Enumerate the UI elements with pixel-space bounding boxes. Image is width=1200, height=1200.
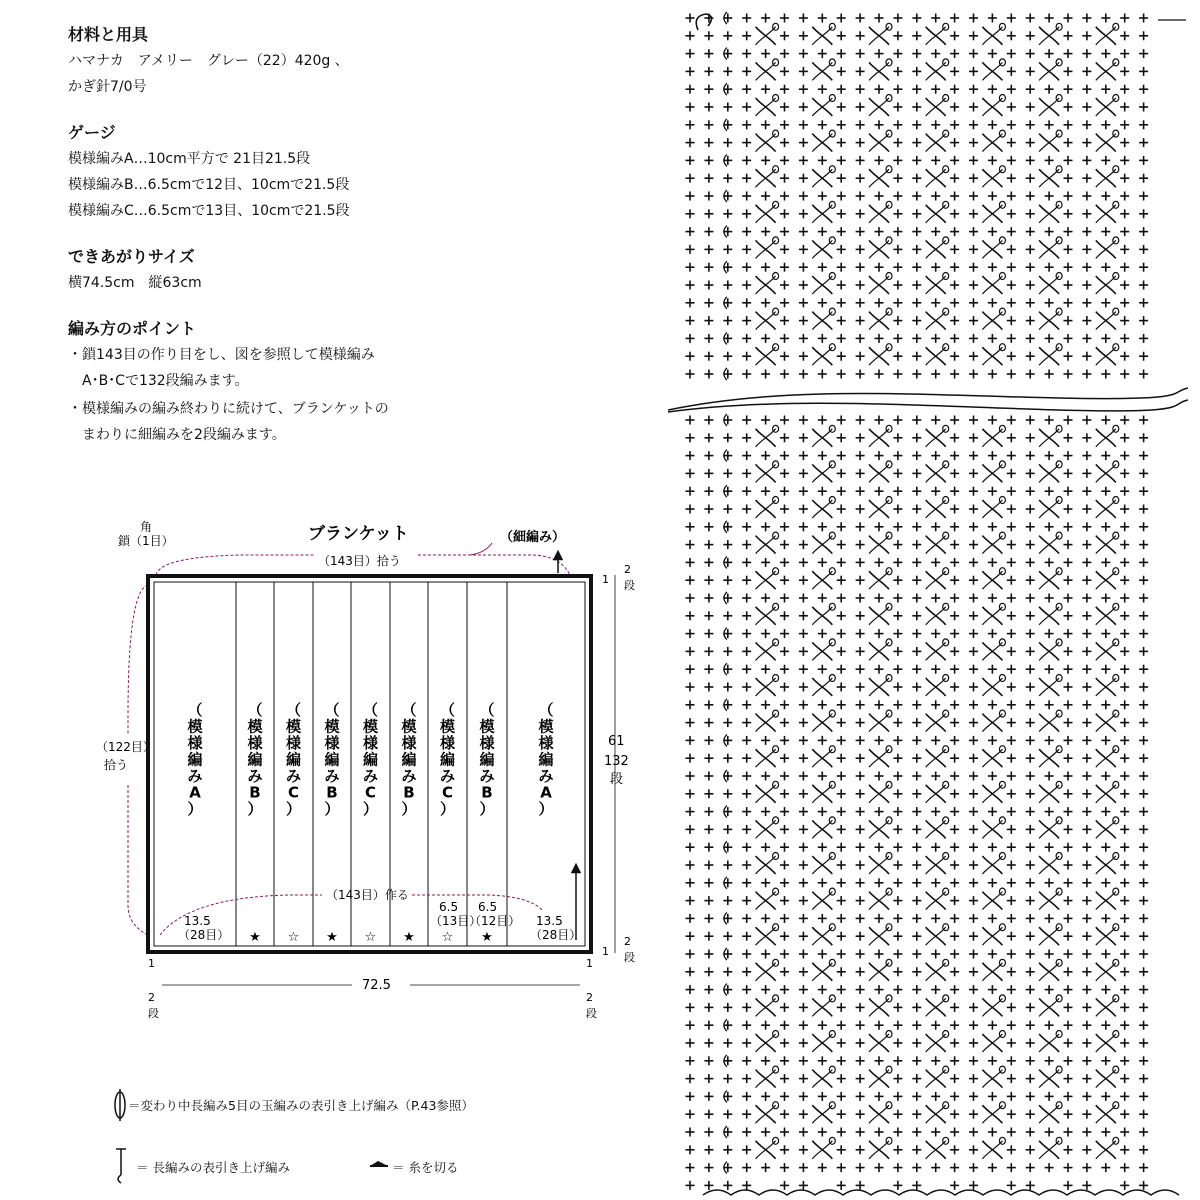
chart-puff [999, 995, 1005, 1002]
points-line: A･B･Cで132段編みます。 [68, 373, 249, 389]
chart-puff [1113, 95, 1119, 102]
chart-puff [999, 497, 1005, 504]
chart-puff [1113, 817, 1119, 824]
chart-puff [1113, 639, 1119, 646]
chart-puff [1113, 273, 1119, 280]
points-heading: 編み方のポイント [68, 319, 197, 338]
legend-cut: ＝ 糸を切る [392, 1160, 459, 1175]
width-b: （12目） [469, 914, 521, 928]
corner-label: 角 [140, 520, 153, 534]
materials-line: かぎ針7/0号 [68, 79, 147, 95]
chart-puff [999, 130, 1005, 137]
chart-break [668, 400, 1188, 412]
chart-break [668, 388, 1188, 410]
panel-mark: ★ [481, 930, 493, 945]
width-c: （13目） [430, 914, 482, 928]
chart-puff [1113, 924, 1119, 931]
chart-puff [1113, 497, 1119, 504]
width-a-left: （28目） [178, 928, 230, 942]
panel-label: （模様編み B ） [401, 701, 417, 818]
chart-puff [1113, 425, 1119, 432]
chart-puff [1113, 1066, 1119, 1073]
chart-puff [999, 344, 1005, 351]
chart-puff [999, 817, 1005, 824]
height-dim: 132 [604, 754, 629, 769]
chart-puff [999, 603, 1005, 610]
chart-puff [999, 308, 1005, 315]
size-heading: できあがりサイズ [68, 247, 195, 266]
chart-puff [999, 959, 1005, 966]
chart-puff [1113, 853, 1119, 860]
chart-puff [999, 166, 1005, 173]
post-dc-icon [112, 1145, 134, 1185]
chart-puff [999, 746, 1005, 753]
chart-puff [1113, 995, 1119, 1002]
width-c: 6.5 [439, 900, 459, 914]
stitch-chart [668, 0, 1188, 1200]
row-mark: 段 [624, 579, 635, 592]
chart-puff [999, 201, 1005, 208]
chart-puff [1113, 888, 1119, 895]
panel-label: （模様編み C ） [285, 701, 302, 818]
chart-puff [999, 461, 1005, 468]
corner-label: 鎖（1目） [118, 534, 174, 548]
gauge-line: 模様編みB…6.5cmで12目、10cmで21.5段 [68, 177, 350, 193]
cut-yarn-icon [368, 1158, 390, 1174]
chart-puff [999, 23, 1005, 30]
chart-puff [999, 710, 1005, 717]
chart-puff [999, 95, 1005, 102]
gauge-line: 模様編みC…6.5cmで13目、10cmで21.5段 [68, 203, 350, 219]
points-line: まわりに細編みを2段編みます。 [68, 427, 286, 443]
materials-line: ハマナカ アメリー グレー（22）420g 、 [68, 53, 349, 69]
points-line: ・鎖143目の作り目をし、図を参照して模様編み [68, 347, 375, 363]
width-b: 6.5 [478, 900, 498, 914]
chart-puff [1113, 1137, 1119, 1144]
chart-puff [999, 781, 1005, 788]
gauge-heading: ゲージ [68, 123, 116, 142]
gauge-line: 模様編みA…10cm平方で 21目21.5段 [68, 151, 311, 167]
panel-label: （模様編み B ） [247, 701, 263, 818]
chart-puff [1113, 344, 1119, 351]
panel-label: （模様編み B ） [324, 701, 340, 818]
chart-puff [1113, 532, 1119, 539]
materials-heading: 材料と用具 [68, 25, 149, 44]
row-mark: 1 [602, 945, 609, 958]
row-mark: 段 [148, 1007, 159, 1020]
panel-label: （模様編み C ） [439, 701, 456, 818]
panel-mark: ★ [326, 930, 338, 945]
panel-label: （模様編み A ） [538, 701, 554, 818]
chart-puff [1113, 675, 1119, 682]
chart-puff [1113, 201, 1119, 208]
row-mark: 1 [586, 957, 593, 970]
legend-post-dc: ＝ 長編みの表引き上げ編み [136, 1160, 290, 1175]
row-mark: 段 [624, 951, 635, 964]
chart-puff [1113, 23, 1119, 30]
width-dim: 72.5 [362, 978, 391, 993]
chart-puff [1113, 461, 1119, 468]
chart-puff [999, 59, 1005, 66]
chart-puff [1113, 603, 1119, 610]
chart-puff [1113, 710, 1119, 717]
panel-label: （模様編み C ） [362, 701, 379, 818]
chart-puff [999, 1102, 1005, 1109]
chart-puff [1113, 746, 1119, 753]
width-a-left: 13.5 [184, 914, 211, 928]
chart-puff [999, 1031, 1005, 1038]
row-mark: 1 [148, 957, 155, 970]
chart-puff [1113, 308, 1119, 315]
row-mark: 2 [586, 991, 593, 1004]
chart-puff [999, 853, 1005, 860]
schematic-title: ブランケット [308, 524, 409, 544]
chart-puff [1113, 959, 1119, 966]
left-pickup: （122目） [96, 740, 155, 754]
panel-label: （模様編み A ） [187, 701, 203, 818]
row-mark: 2 [624, 935, 631, 948]
chart-puff [999, 639, 1005, 646]
row-mark: 1 [602, 573, 609, 586]
height-dim: 61 [608, 734, 625, 749]
chart-puff [999, 532, 1005, 539]
blanket-schematic [90, 515, 650, 1035]
panel-mark: ★ [403, 930, 415, 945]
chart-puff [999, 273, 1005, 280]
row-mark: 2 [624, 563, 631, 576]
chart-puff [999, 1066, 1005, 1073]
chart-puff [999, 675, 1005, 682]
chart-bottom-edge [703, 1190, 1179, 1195]
panel-label: （模様編み B ） [479, 701, 495, 818]
size-line: 横74.5cm 縦63cm [68, 275, 202, 291]
chart-puff [999, 237, 1005, 244]
chart-puff [999, 888, 1005, 895]
chart-puff [1113, 1102, 1119, 1109]
chart-puff [1113, 1031, 1119, 1038]
width-a-right: （28目） [530, 928, 582, 942]
chart-puff [999, 568, 1005, 575]
chart-puff [1113, 781, 1119, 788]
panel-mark: ☆ [287, 930, 300, 945]
row-mark: 段 [586, 1007, 597, 1020]
chart-puff [999, 1137, 1005, 1144]
panel-mark: ☆ [364, 930, 377, 945]
chart-puff [1113, 237, 1119, 244]
chart-puff [999, 924, 1005, 931]
row-mark: 2 [148, 991, 155, 1004]
width-a-right: 13.5 [536, 914, 563, 928]
points-line: ・模様編みの編み終わりに続けて、ブランケットの [68, 401, 389, 417]
edge-label: （細編み） [500, 530, 566, 545]
panel-mark: ★ [249, 930, 261, 945]
top-pickup: （143目）拾う [318, 554, 401, 568]
chart-puff [1113, 568, 1119, 575]
legend-puff: ＝変わり中長編み5目の玉編みの表引き上げ編み（P.43参照） [128, 1098, 474, 1113]
chart-puff [1113, 59, 1119, 66]
chart-puff [1113, 130, 1119, 137]
chart-puff [999, 425, 1005, 432]
foundation-label: （143目）作る [326, 888, 409, 902]
panel-mark: ☆ [441, 930, 454, 945]
chart-puff [1113, 166, 1119, 173]
left-pickup: 拾う [104, 758, 129, 772]
height-dim: 段 [610, 772, 624, 787]
